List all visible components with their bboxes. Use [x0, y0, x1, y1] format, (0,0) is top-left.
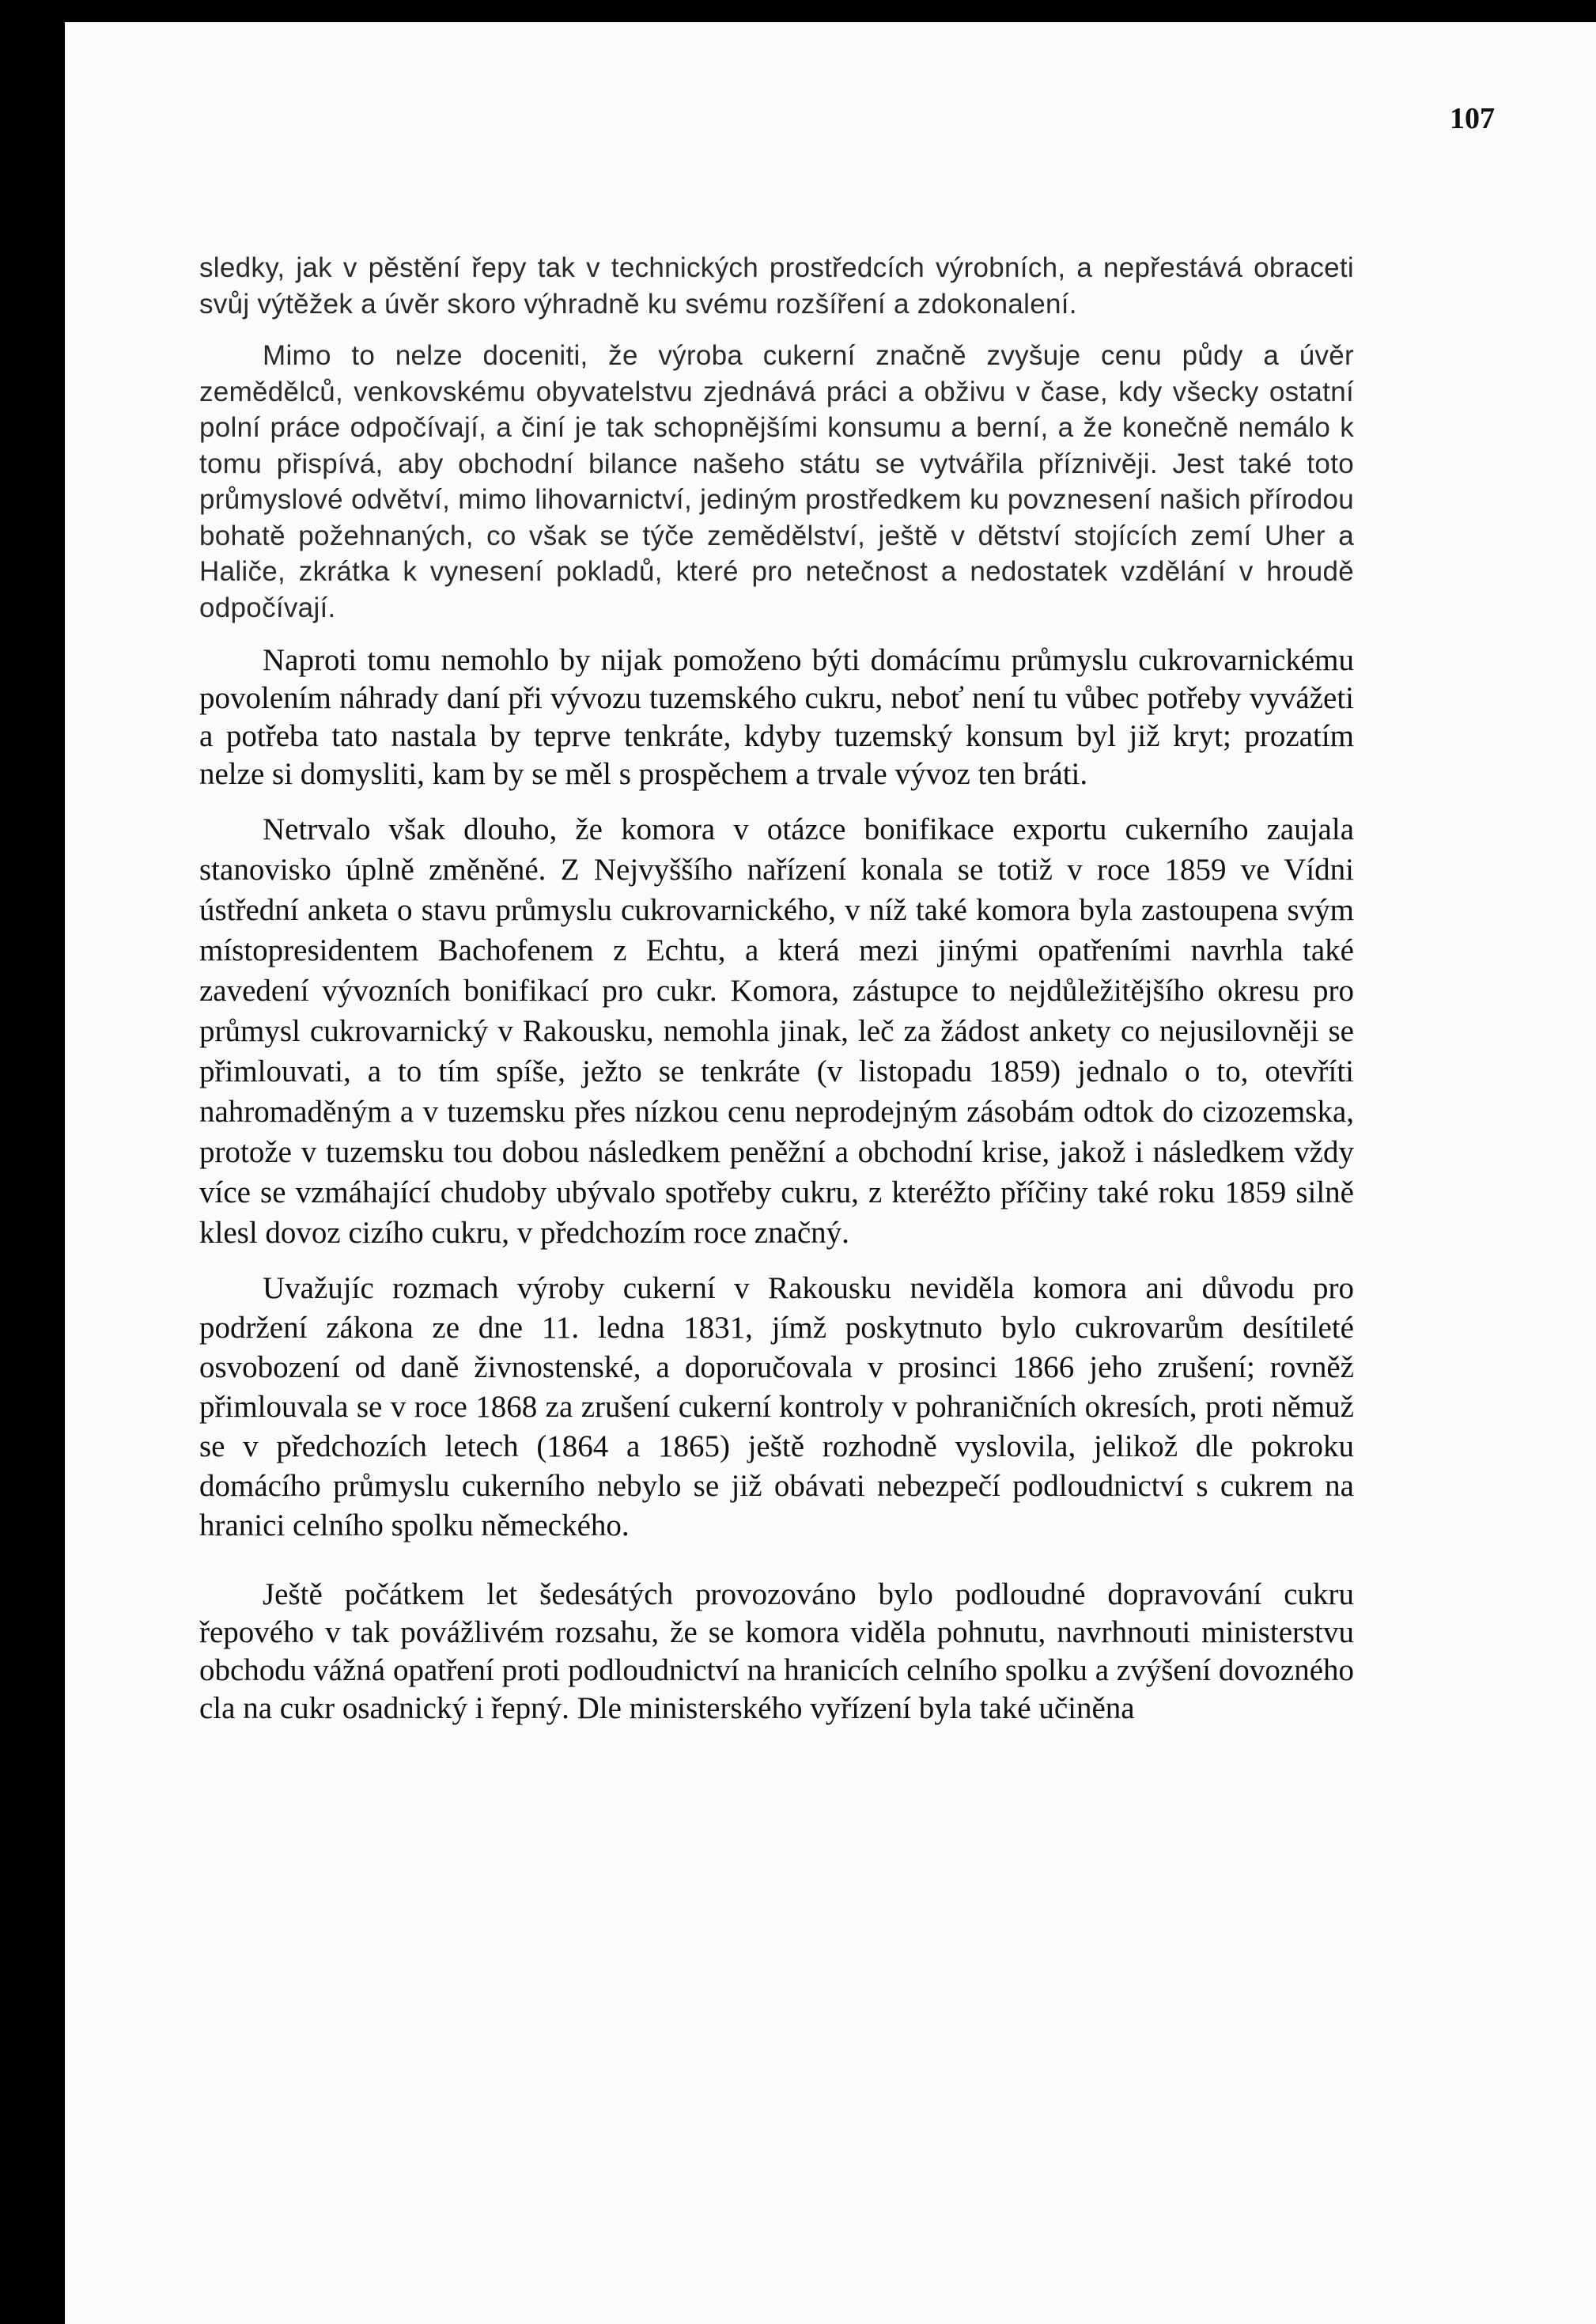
book-page: [65, 22, 1596, 2324]
paragraph-5: Uvažujíc rozmach výroby cukerní v Rakousku neviděla komora ani důvodu pro podržení zákona ze dne 11. ledna 1831, jímž poskytnuto bylo cukrovarům desítileté osvobození od daně živnostenské, a doporučovala v prosinci 1866 jeho zrušení; rovněž přimlouvala se v roce 1868 za zrušení cukerní kontroly v pohraničních okresích, proti němuž se v předchozích letech (1864 a 1865) ještě rozhodně vyslovila, jelikož dle pokroku domácího průmyslu cukerního nebylo se již obávati nebezpečí podloudnictví s cukrem na hranici celního spolku německého.: [199, 1271, 1354, 1542]
paragraph-4: Netrvalo však dlouho, že komora v otázce bonifikace exportu cukerního zaujala stanovisko úplně změněné. Z Nejvyššího nařízení konala se totiž v roce 1859 ve Vídni ústřední anketa o stavu průmyslu cukrovarnického, v níž také komora byla zastoupena svým místopresidentem Bachofenem z Echtu, a která mezi jinými opatřeními navrhla také zavedení vývozních bonifikací pro cukr. Komora, zástupce to nejdůležitějšího okresu pro průmysl cukrovarnický v Rakousku, nemohla jinak, leč za žádost ankety co nejusilovněji se přimlouvati, a to tím spíše, ježto se tenkráte (v listopadu 1859) jednalo o to, otevříti nahromaděným a v tuzemsku přes nízkou cenu neprodejným zásobám odtok do cizozemska, protože v tuzemsku tou dobou následkem peněžní a obchodní krise, jakož i následkem vždy více se vzmáhající chudoby ubývalo spotřeby cukru, z kteréžto příčiny také roku 1859 silně klesl dovoz cizího cukru, v předchozím roce značný.: [199, 812, 1354, 1250]
paragraph-3: Naproti tomu nemohlo by nijak pomoženo býti domácímu průmyslu cukrovarnickému povolením náhrady daní při vývozu tuzemského cukru, neboť není tu vůbec potřeby vyvážeti a potřeba tato nastala by teprve tenkráte, kdyby tuzemský konsum byl již kryt; prozatím nelze si domysliti, kam by se měl s prospěchem a trvale vývoz ten bráti.: [199, 643, 1354, 791]
page-text: [199, 102, 1495, 1728]
paragraph-1: sledky, jak v pěstění řepy tak v technických prostředcích výrobních, a nepřestává obraceti svůj výtěžek a úvěr skoro výhradně ku svému rozšíření a zdokonalení.: [199, 252, 1354, 320]
paragraph-2: Mimo to nelze doceniti, že výroba cukerní značně zvyšuje cenu půdy a úvěr zemědělců, venkovskému obyvatelstvu zjednává práci a obživu v čase, kdy všecky ostatní polní práce odpočívají, a činí je tak schopnějšími konsumu a berní, a že konečně nemálo k tomu přispívá, aby obchodní bilance našeho státu se vytvářila příznivěji. Jest také toto průmyslové odvětví, mimo lihovarnictví, jediným prostředkem ku povznesení našich přírodou bohatě požehnaných, co však se týče zemědělství, ještě v dětství stojících zemí Uher a Haliče, zkrátka k vynesení pokladů, které pro netečnost a nedostatek vzdělání v hroudě odpočívají.: [199, 340, 1354, 623]
paragraph-6: Ještě počátkem let šedesátých provozováno bylo podloudné dopravování cukru řepového v tak povážlivém rozsahu, že se komora viděla pohnutu, navrhnouti ministerstvu obchodu vážná opatření proti podloudnictví na hranicích celního spolku a zvýšení dovozného cla na cukr osadnický i řepný. Dle ministerského vyřízení byla také učiněna: [199, 1577, 1354, 1725]
page-number: 107: [1450, 102, 1495, 135]
